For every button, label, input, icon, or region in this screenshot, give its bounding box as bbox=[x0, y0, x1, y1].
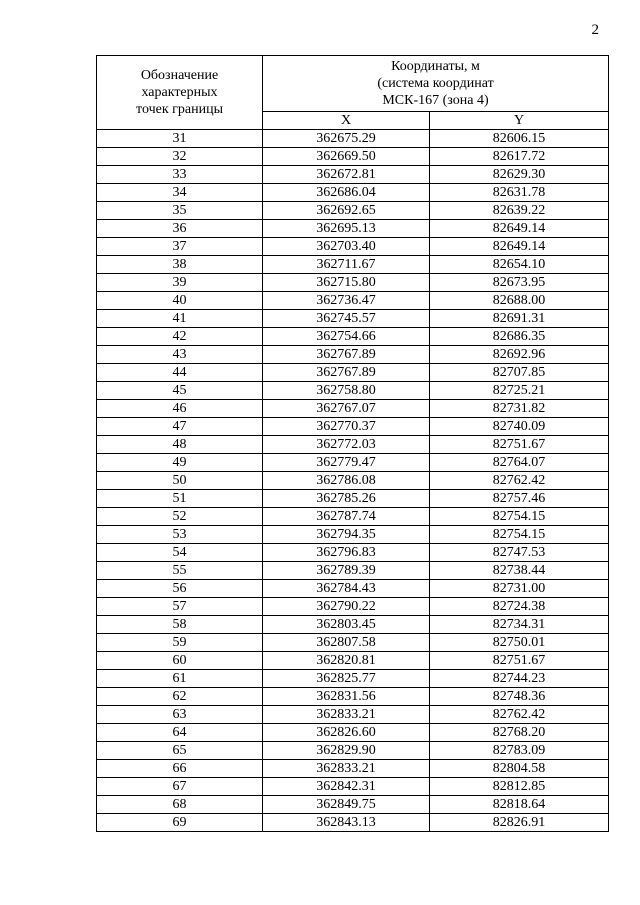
x-coordinate-cell: 362789.39 bbox=[263, 562, 430, 580]
point-cell: 34 bbox=[97, 184, 263, 202]
y-coordinate-cell: 82692.96 bbox=[430, 346, 609, 364]
x-coordinate-cell: 362675.29 bbox=[263, 130, 430, 148]
point-cell: 45 bbox=[97, 382, 263, 400]
point-cell: 48 bbox=[97, 436, 263, 454]
point-cell: 51 bbox=[97, 490, 263, 508]
point-cell: 58 bbox=[97, 616, 263, 634]
point-cell: 42 bbox=[97, 328, 263, 346]
point-header-line-1: Обозначение bbox=[140, 68, 219, 83]
x-coordinate-cell: 362758.80 bbox=[263, 382, 430, 400]
x-coordinate-cell: 362770.37 bbox=[263, 418, 430, 436]
x-coordinate-cell: 362767.07 bbox=[263, 400, 430, 418]
point-cell: 60 bbox=[97, 652, 263, 670]
point-cell: 67 bbox=[97, 778, 263, 796]
x-coordinate-cell: 362833.21 bbox=[263, 706, 430, 724]
point-cell: 68 bbox=[97, 796, 263, 814]
point-cell: 62 bbox=[97, 688, 263, 706]
table-row bbox=[97, 652, 609, 670]
table-row bbox=[97, 148, 609, 166]
x-coordinate-cell: 362784.43 bbox=[263, 580, 430, 598]
y-coordinate-cell: 82754.15 bbox=[430, 526, 609, 544]
x-coordinate-cell: 362785.26 bbox=[263, 490, 430, 508]
coord-header-line-1: Координаты, м bbox=[391, 59, 480, 74]
point-cell: 33 bbox=[97, 166, 263, 184]
y-coordinate-cell: 82654.10 bbox=[430, 256, 609, 274]
table-row bbox=[97, 220, 609, 238]
point-cell: 57 bbox=[97, 598, 263, 616]
y-coordinate-cell: 82804.58 bbox=[430, 760, 609, 778]
y-column-header: Y bbox=[430, 112, 609, 130]
table-row bbox=[97, 706, 609, 724]
point-cell: 31 bbox=[97, 130, 263, 148]
x-coordinate-cell: 362825.77 bbox=[263, 670, 430, 688]
table-row bbox=[97, 400, 609, 418]
y-coordinate-cell: 82750.01 bbox=[430, 634, 609, 652]
point-cell: 50 bbox=[97, 472, 263, 490]
y-coordinate-cell: 82688.00 bbox=[430, 292, 609, 310]
point-header-line-2: характерных bbox=[141, 85, 218, 100]
point-cell: 41 bbox=[97, 310, 263, 328]
point-cell: 55 bbox=[97, 562, 263, 580]
y-coordinate-cell: 82673.95 bbox=[430, 274, 609, 292]
point-cell: 46 bbox=[97, 400, 263, 418]
y-coordinate-cell: 82764.07 bbox=[430, 454, 609, 472]
table-row bbox=[97, 544, 609, 562]
x-column-header: X bbox=[263, 112, 430, 130]
point-cell: 52 bbox=[97, 508, 263, 526]
y-coordinate-cell: 82738.44 bbox=[430, 562, 609, 580]
point-cell: 38 bbox=[97, 256, 263, 274]
coordinates-table bbox=[96, 55, 609, 832]
table-row bbox=[97, 688, 609, 706]
y-coordinate-cell: 82606.15 bbox=[430, 130, 609, 148]
y-coordinate-cell: 82762.42 bbox=[430, 706, 609, 724]
point-cell: 61 bbox=[97, 670, 263, 688]
table-row bbox=[97, 418, 609, 436]
point-cell: 35 bbox=[97, 202, 263, 220]
table-row bbox=[97, 742, 609, 760]
x-coordinate-cell: 362686.04 bbox=[263, 184, 430, 202]
point-cell: 43 bbox=[97, 346, 263, 364]
x-coordinate-cell: 362843.13 bbox=[263, 814, 430, 832]
y-coordinate-cell: 82757.46 bbox=[430, 490, 609, 508]
table-row bbox=[97, 472, 609, 490]
table-row bbox=[97, 346, 609, 364]
point-cell: 32 bbox=[97, 148, 263, 166]
table-row bbox=[97, 130, 609, 148]
x-coordinate-cell: 362787.74 bbox=[263, 508, 430, 526]
y-coordinate-cell: 82751.67 bbox=[430, 652, 609, 670]
x-coordinate-cell: 362833.21 bbox=[263, 760, 430, 778]
table-row bbox=[97, 508, 609, 526]
table-row bbox=[97, 364, 609, 382]
y-coordinate-cell: 82768.20 bbox=[430, 724, 609, 742]
y-coordinate-cell: 82686.35 bbox=[430, 328, 609, 346]
y-coordinate-cell: 82649.14 bbox=[430, 238, 609, 256]
table-row bbox=[97, 292, 609, 310]
point-cell: 65 bbox=[97, 742, 263, 760]
table-row bbox=[97, 310, 609, 328]
y-coordinate-cell: 82731.82 bbox=[430, 400, 609, 418]
table-row bbox=[97, 274, 609, 292]
y-coordinate-cell: 82724.38 bbox=[430, 598, 609, 616]
x-coordinate-cell: 362786.08 bbox=[263, 472, 430, 490]
table-row bbox=[97, 616, 609, 634]
table-row bbox=[97, 238, 609, 256]
y-coordinate-cell: 82631.78 bbox=[430, 184, 609, 202]
table-row bbox=[97, 634, 609, 652]
point-cell: 39 bbox=[97, 274, 263, 292]
y-coordinate-cell: 82725.21 bbox=[430, 382, 609, 400]
y-coordinate-cell: 82818.64 bbox=[430, 796, 609, 814]
x-coordinate-cell: 362796.83 bbox=[263, 544, 430, 562]
x-coordinate-cell: 362794.35 bbox=[263, 526, 430, 544]
x-coordinate-cell: 362767.89 bbox=[263, 364, 430, 382]
x-coordinate-cell: 362820.81 bbox=[263, 652, 430, 670]
coord-header-line-2: (система координат bbox=[377, 76, 494, 91]
x-coordinate-cell: 362772.03 bbox=[263, 436, 430, 454]
page-number: 2 bbox=[591, 22, 599, 38]
table-row bbox=[97, 580, 609, 598]
table-row bbox=[97, 328, 609, 346]
y-coordinate-cell: 82747.53 bbox=[430, 544, 609, 562]
x-coordinate-cell: 362767.89 bbox=[263, 346, 430, 364]
x-coordinate-cell: 362736.47 bbox=[263, 292, 430, 310]
y-coordinate-cell: 82731.00 bbox=[430, 580, 609, 598]
point-cell: 47 bbox=[97, 418, 263, 436]
point-cell: 64 bbox=[97, 724, 263, 742]
table-row bbox=[97, 796, 609, 814]
x-coordinate-cell: 362803.45 bbox=[263, 616, 430, 634]
x-coordinate-cell: 362831.56 bbox=[263, 688, 430, 706]
coord-header-line-3: МСК-167 (зона 4) bbox=[382, 93, 489, 108]
x-coordinate-cell: 362826.60 bbox=[263, 724, 430, 742]
point-cell: 40 bbox=[97, 292, 263, 310]
y-coordinate-cell: 82744.23 bbox=[430, 670, 609, 688]
y-coordinate-cell: 82762.42 bbox=[430, 472, 609, 490]
y-coordinate-cell: 82754.15 bbox=[430, 508, 609, 526]
point-cell: 49 bbox=[97, 454, 263, 472]
table-row bbox=[97, 166, 609, 184]
table-row bbox=[97, 256, 609, 274]
table-row bbox=[97, 382, 609, 400]
x-coordinate-cell: 362829.90 bbox=[263, 742, 430, 760]
x-coordinate-cell: 362703.40 bbox=[263, 238, 430, 256]
point-cell: 54 bbox=[97, 544, 263, 562]
table-row bbox=[97, 778, 609, 796]
table-row bbox=[97, 760, 609, 778]
y-coordinate-cell: 82748.36 bbox=[430, 688, 609, 706]
y-coordinate-cell: 82691.31 bbox=[430, 310, 609, 328]
point-header-line-3: точек границы bbox=[136, 102, 223, 117]
x-coordinate-cell: 362695.13 bbox=[263, 220, 430, 238]
y-coordinate-cell: 82734.31 bbox=[430, 616, 609, 634]
point-cell: 69 bbox=[97, 814, 263, 832]
point-designation-header bbox=[97, 56, 263, 130]
y-coordinate-cell: 82707.85 bbox=[430, 364, 609, 382]
table-row bbox=[97, 436, 609, 454]
point-cell: 37 bbox=[97, 238, 263, 256]
point-cell: 63 bbox=[97, 706, 263, 724]
table-row bbox=[97, 454, 609, 472]
x-coordinate-cell: 362745.57 bbox=[263, 310, 430, 328]
point-cell: 56 bbox=[97, 580, 263, 598]
table-row bbox=[97, 490, 609, 508]
x-coordinate-cell: 362807.58 bbox=[263, 634, 430, 652]
x-coordinate-cell: 362779.47 bbox=[263, 454, 430, 472]
table-row bbox=[97, 202, 609, 220]
point-cell: 66 bbox=[97, 760, 263, 778]
x-coordinate-cell: 362711.67 bbox=[263, 256, 430, 274]
y-coordinate-cell: 82826.91 bbox=[430, 814, 609, 832]
y-coordinate-cell: 82812.85 bbox=[430, 778, 609, 796]
table-row bbox=[97, 526, 609, 544]
x-coordinate-cell: 362692.65 bbox=[263, 202, 430, 220]
y-coordinate-cell: 82617.72 bbox=[430, 148, 609, 166]
x-coordinate-cell: 362842.31 bbox=[263, 778, 430, 796]
y-coordinate-cell: 82783.09 bbox=[430, 742, 609, 760]
y-coordinate-cell: 82649.14 bbox=[430, 220, 609, 238]
point-cell: 53 bbox=[97, 526, 263, 544]
x-coordinate-cell: 362754.66 bbox=[263, 328, 430, 346]
table-row bbox=[97, 814, 609, 832]
table-row bbox=[97, 562, 609, 580]
table-header bbox=[97, 56, 609, 130]
y-coordinate-cell: 82639.22 bbox=[430, 202, 609, 220]
table-body bbox=[97, 130, 609, 832]
table-row bbox=[97, 724, 609, 742]
table-row bbox=[97, 670, 609, 688]
point-cell: 44 bbox=[97, 364, 263, 382]
y-coordinate-cell: 82751.67 bbox=[430, 436, 609, 454]
coordinates-header bbox=[263, 56, 609, 112]
y-coordinate-cell: 82629.30 bbox=[430, 166, 609, 184]
x-coordinate-cell: 362790.22 bbox=[263, 598, 430, 616]
x-coordinate-cell: 362715.80 bbox=[263, 274, 430, 292]
table-row bbox=[97, 598, 609, 616]
x-coordinate-cell: 362669.50 bbox=[263, 148, 430, 166]
x-coordinate-cell: 362672.81 bbox=[263, 166, 430, 184]
x-coordinate-cell: 362849.75 bbox=[263, 796, 430, 814]
y-coordinate-cell: 82740.09 bbox=[430, 418, 609, 436]
point-cell: 36 bbox=[97, 220, 263, 238]
table-row bbox=[97, 184, 609, 202]
point-cell: 59 bbox=[97, 634, 263, 652]
